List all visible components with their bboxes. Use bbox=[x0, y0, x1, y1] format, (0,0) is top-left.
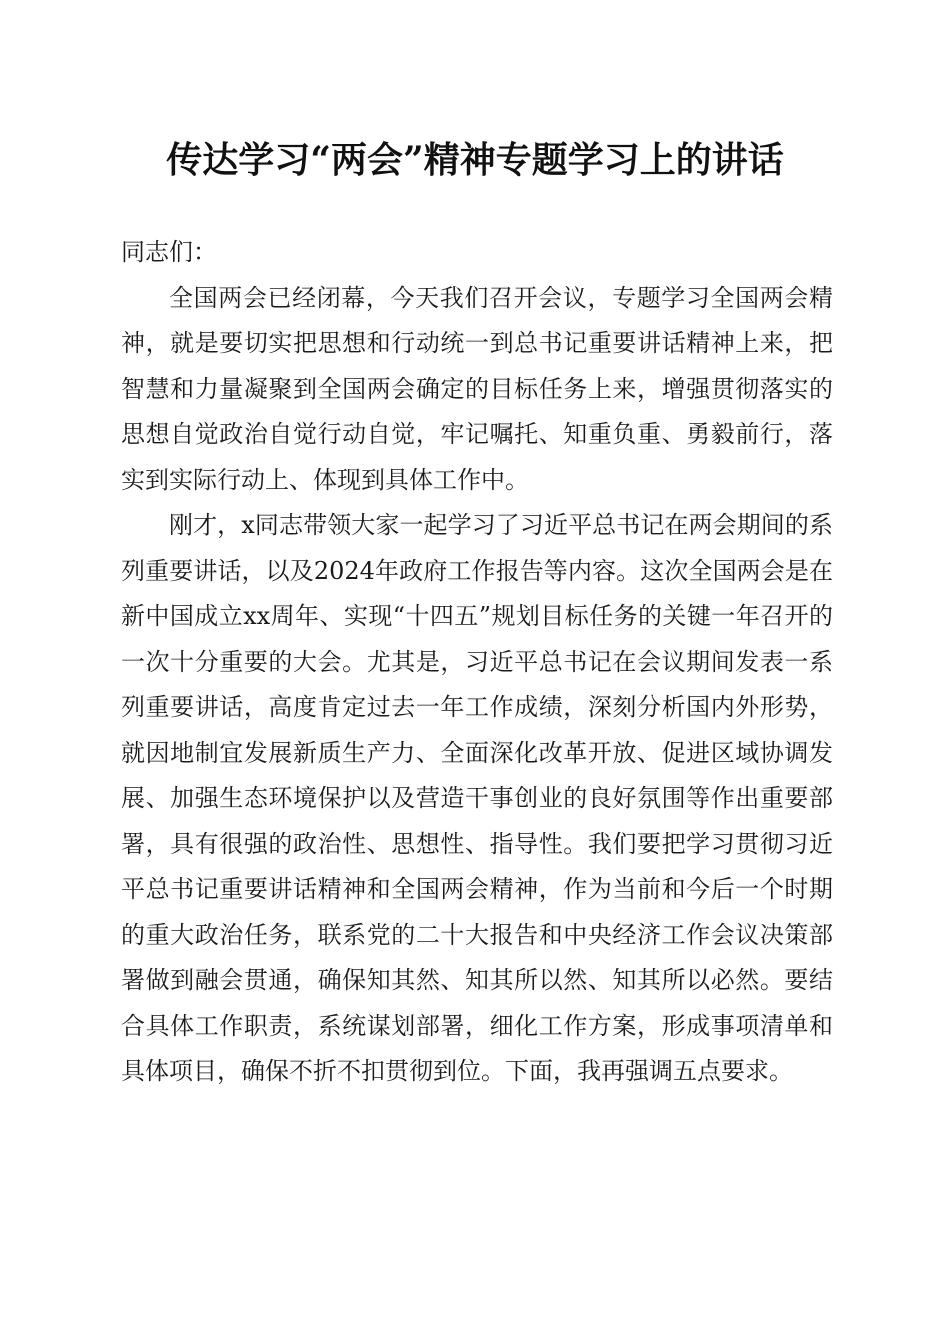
document-title: 传达学习“两会”精神专题学习上的讲话 bbox=[166, 139, 784, 181]
paragraph-opening: 全国两会已经闭幕，今天我们召开会议，专题学习全国两会精神，就是要切实把思想和行动统一到总书记重要讲话精神上来，把智慧和力量凝聚到全国两会确定的目标任务上来，增强贯彻落实的思想自觉政治自觉行动自觉，牢记嘱托、知重负重、勇毅前行，落实到实际行动上、体现到具体工作中。 bbox=[121, 283, 833, 494]
salutation: 同志们： bbox=[121, 238, 217, 266]
paragraph-main: 刚才，x同志带领大家一起学习了习近平总书记在两会期间的系列重要讲话，以及2024年政府工作报告等内容。这次全国两会是在新中国成立xx周年、实现“十四五”规划目标任务的关键一年召开的一次十分重要的大会。尤其是，习近平总书记在会议期间发表一系列重要讲话，高度肯定过去一年工作成绩，深刻分析国内外形势，就因地制宜发展新质生产力、全面深化改革开放、促进区域协调发展、加强生态环境保护以及营造干事创业的良好氛围等作出重要部署，具有很强的政治性、思想性、指导性。我们要把学习贯彻习近平总书记重要讲话精神和全国两会精神，作为当前和今后一个时期的重大政治任务，联系党的二十大报告和中央经济工作会议决策部署做到融会贯通，确保知其然、知其所以然、知其所以必然。要结合具体工作职责，系统谋划部署，细化工作方案，形成事项清单和具体项目，确保不折不扣贯彻到位。下面，我再强调五点要求。 bbox=[121, 511, 833, 1085]
document-body bbox=[121, 230, 833, 1095]
